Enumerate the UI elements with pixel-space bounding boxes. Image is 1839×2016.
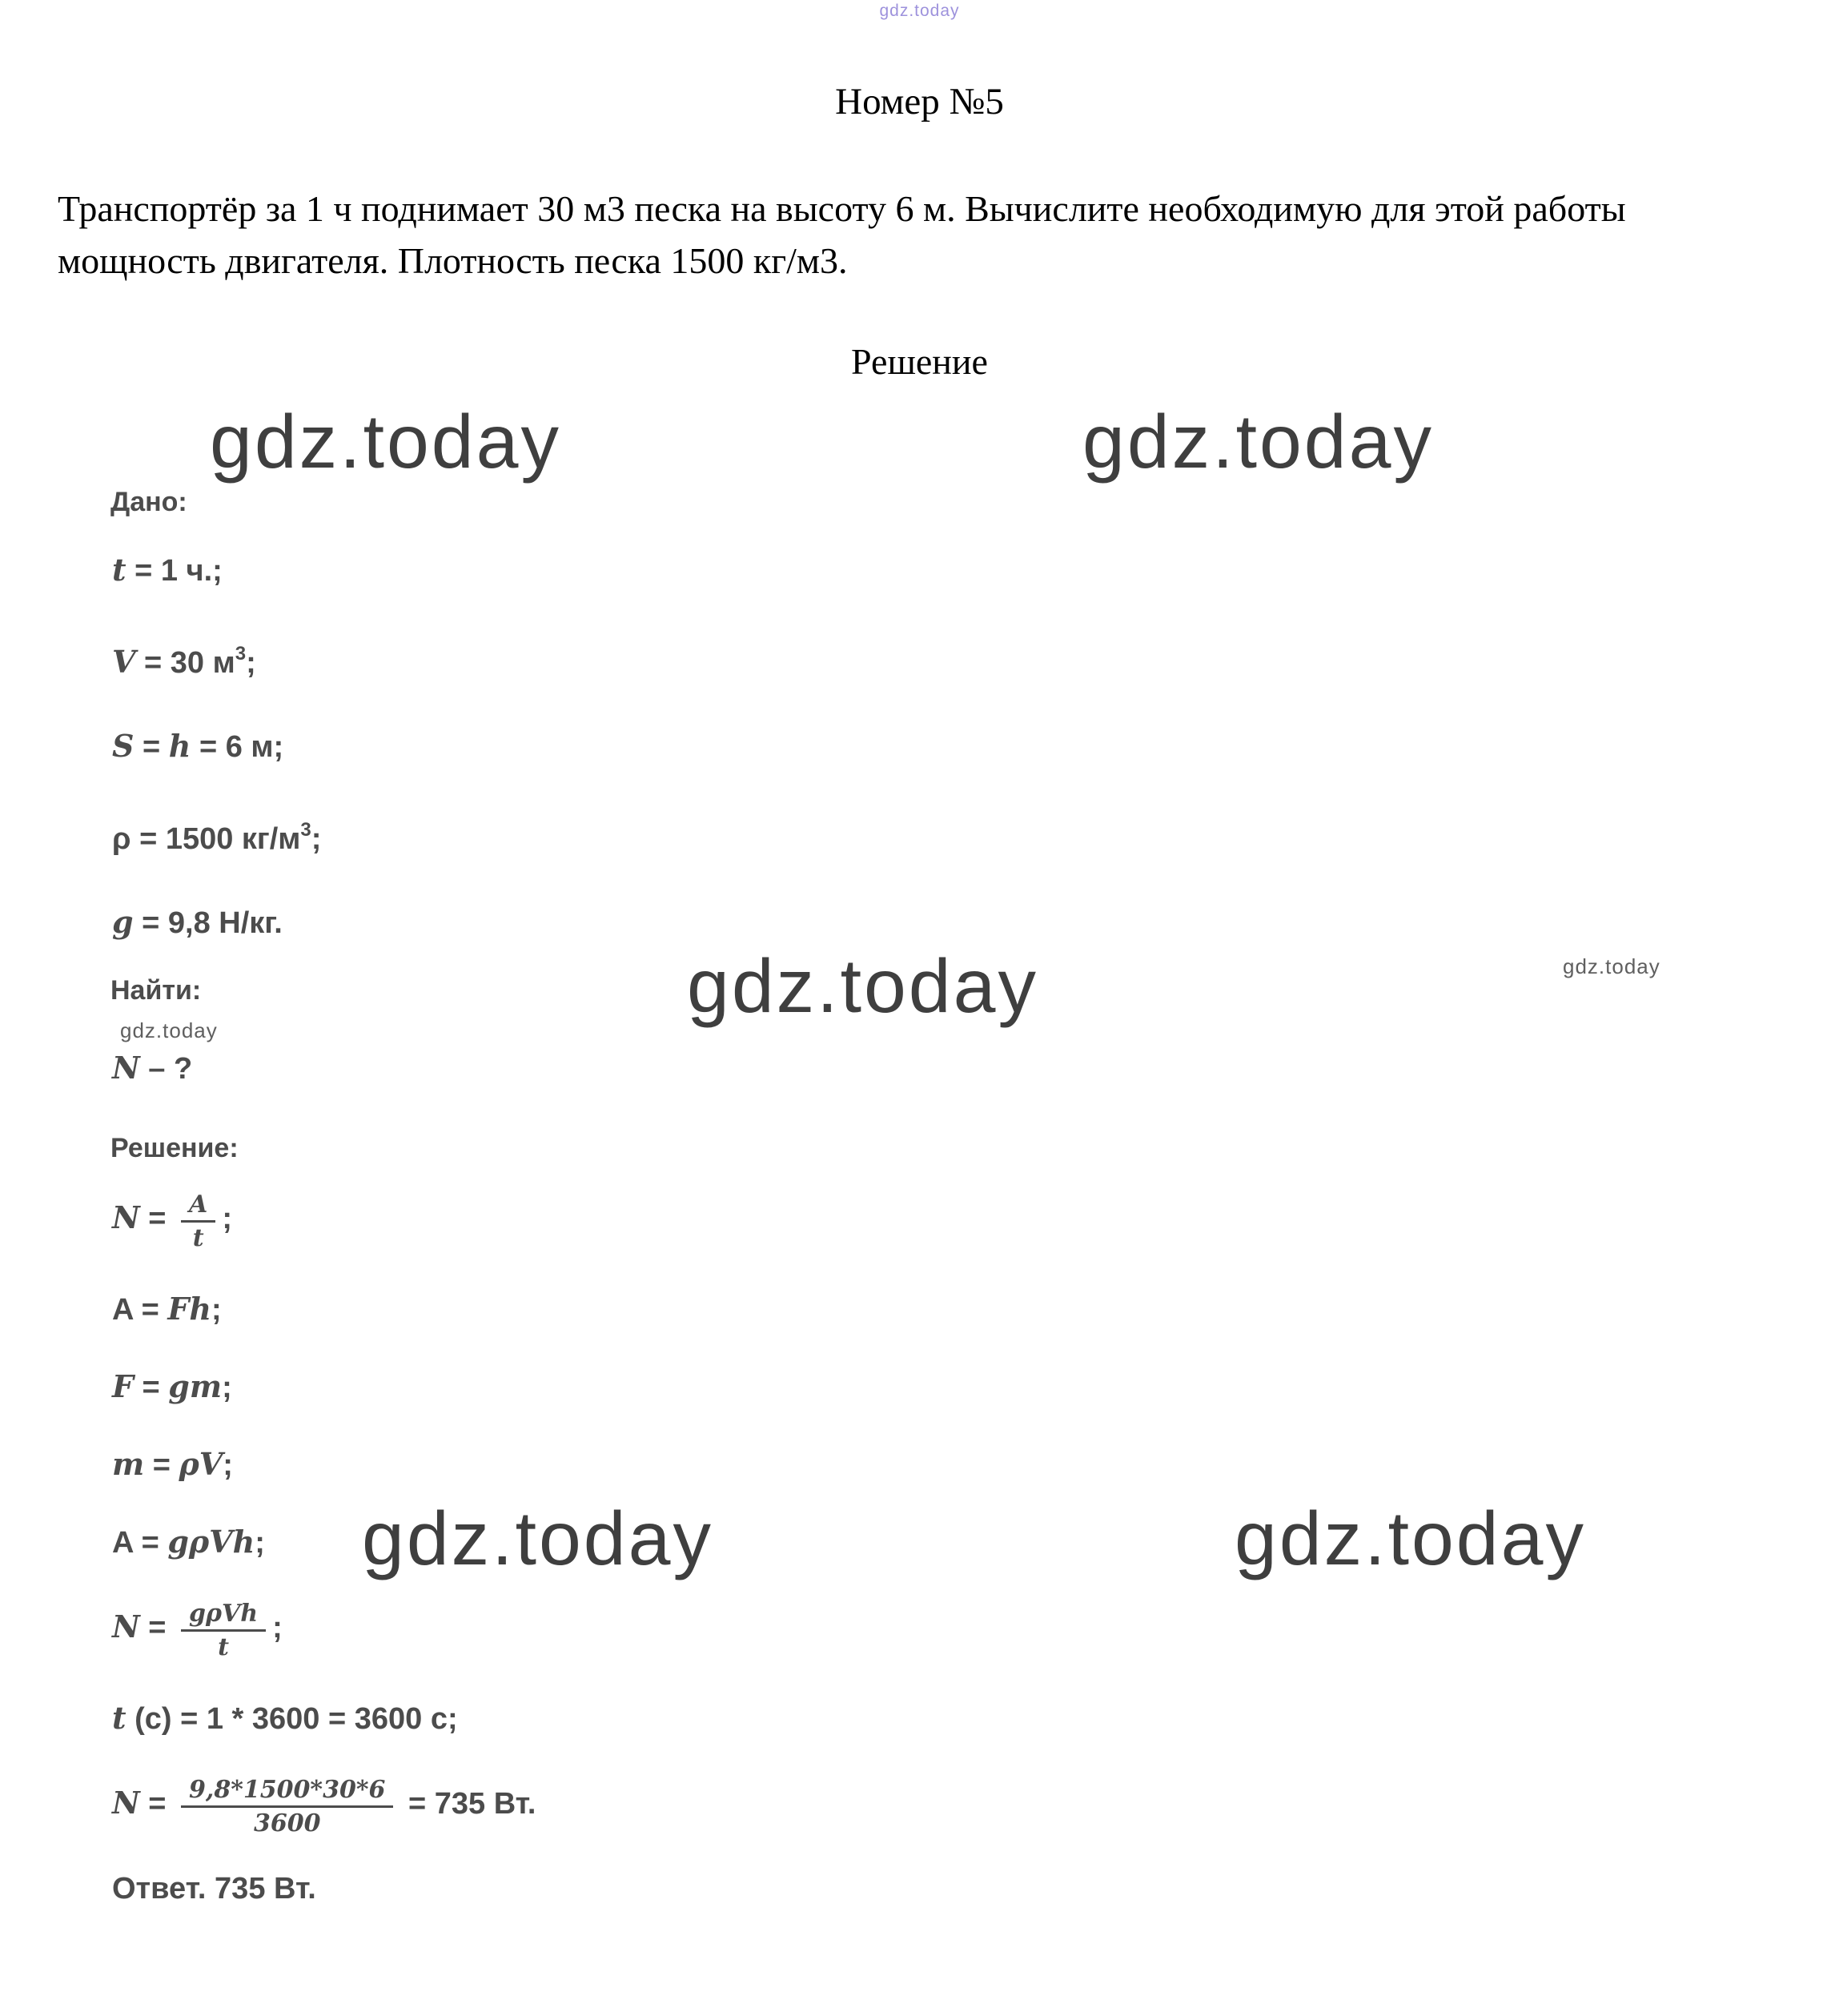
answer-text: Ответ. 735 Вт.	[112, 1872, 316, 1906]
math-text: = 9,8 Н/кг.	[133, 906, 283, 940]
formula-line	[112, 551, 321, 590]
watermark-small-left: gdz.today	[120, 1018, 218, 1042]
watermark-large-2: gdz.today	[1082, 400, 1434, 484]
fraction-denominator: t	[192, 1224, 204, 1252]
math-text: ;	[246, 646, 256, 680]
fraction-denominator: 3600	[253, 1809, 321, 1837]
solution-heading: Решение	[851, 341, 988, 382]
watermark-large-5: gdz.today	[1235, 1496, 1586, 1581]
math-variable: ρV	[179, 1446, 223, 1482]
formula-line	[112, 727, 321, 766]
problem-text: Транспортёр за 1 ч поднимает 30 м3 песка на высоту 6 м. Вычислите необходимую для этой работы мощность двигателя. Плотность песка 1500 кг/м3.	[58, 188, 1626, 282]
fraction	[181, 1191, 215, 1251]
formula-line	[112, 1600, 536, 1661]
math-text: =	[144, 1448, 179, 1482]
math-text: ;	[222, 1202, 232, 1236]
math-text: =	[134, 730, 169, 764]
math-text: =	[139, 1787, 175, 1821]
find-line	[112, 1049, 192, 1088]
find-label: Найти:	[110, 975, 202, 1006]
math-variable: t	[112, 1700, 126, 1736]
watermark-large-4: gdz.today	[362, 1496, 713, 1581]
math-variable: Fh	[167, 1291, 211, 1327]
formula-line	[112, 1523, 536, 1562]
formula-line	[112, 811, 321, 858]
math-text: = 30 м	[135, 646, 235, 680]
math-variable: N	[112, 1785, 140, 1821]
math-variable: h	[168, 728, 191, 764]
math-text: = 6 м;	[191, 730, 284, 764]
solution-lines	[112, 1191, 536, 1875]
formula-line	[112, 1290, 536, 1329]
math-text: ;	[211, 1293, 222, 1327]
math-variable: m	[112, 1446, 145, 1482]
math-variable: gm	[168, 1368, 223, 1404]
math-text: = 1 ч.;	[126, 554, 223, 588]
formula-line	[112, 635, 321, 682]
formula-line	[112, 903, 321, 942]
math-text: ;	[223, 1448, 233, 1482]
fraction-denominator: t	[218, 1633, 229, 1661]
fraction	[181, 1600, 266, 1661]
math-text: ;	[222, 1371, 232, 1404]
math-text: ;	[272, 1611, 283, 1645]
formula-line	[112, 1445, 536, 1484]
watermark-small-right: gdz.today	[1563, 954, 1660, 978]
math-variable: N	[112, 1608, 140, 1645]
math-variable: N	[112, 1199, 140, 1236]
solution-label: Решение:	[110, 1133, 239, 1163]
math-variable: t	[112, 552, 126, 588]
watermark-large-1: gdz.today	[210, 400, 561, 484]
math-text: ;	[311, 822, 322, 856]
math-text: =	[133, 1371, 169, 1404]
page-title: Номер №5	[835, 81, 1004, 122]
math-text: =	[139, 1611, 175, 1645]
math-variable: S	[112, 728, 135, 764]
math-text: = 735 Вт.	[400, 1787, 536, 1821]
fraction-numerator: A	[181, 1191, 215, 1223]
math-variable: N	[112, 1050, 140, 1086]
watermark-large-3: gdz.today	[687, 944, 1038, 1029]
math-text: =	[139, 1202, 175, 1236]
fraction	[181, 1777, 393, 1837]
superscript: 3	[300, 819, 311, 841]
formula-line	[112, 1699, 536, 1738]
formula-line	[112, 1777, 536, 1837]
math-text: A =	[112, 1526, 168, 1560]
top-watermark: gdz.today	[879, 2, 960, 20]
math-text: – ?	[139, 1052, 193, 1086]
math-variable: g	[112, 904, 134, 940]
given-label: Дано:	[110, 487, 187, 517]
superscript: 3	[235, 643, 247, 665]
formula-line	[112, 1191, 536, 1251]
math-variable: gρVh	[167, 1524, 255, 1560]
math-text: (с) = 1 * 3600 = 3600 с;	[126, 1702, 458, 1736]
fraction-numerator: gρVh	[181, 1600, 266, 1632]
math-text: ρ = 1500 кг/м	[112, 822, 301, 856]
math-variable: F	[112, 1368, 134, 1404]
math-text: A =	[112, 1293, 168, 1327]
math-variable: V	[112, 644, 136, 680]
math-text: ;	[255, 1526, 265, 1560]
fraction-numerator: 9,8*1500*30*6	[181, 1777, 393, 1808]
given-lines	[112, 551, 321, 987]
formula-line	[112, 1367, 536, 1407]
